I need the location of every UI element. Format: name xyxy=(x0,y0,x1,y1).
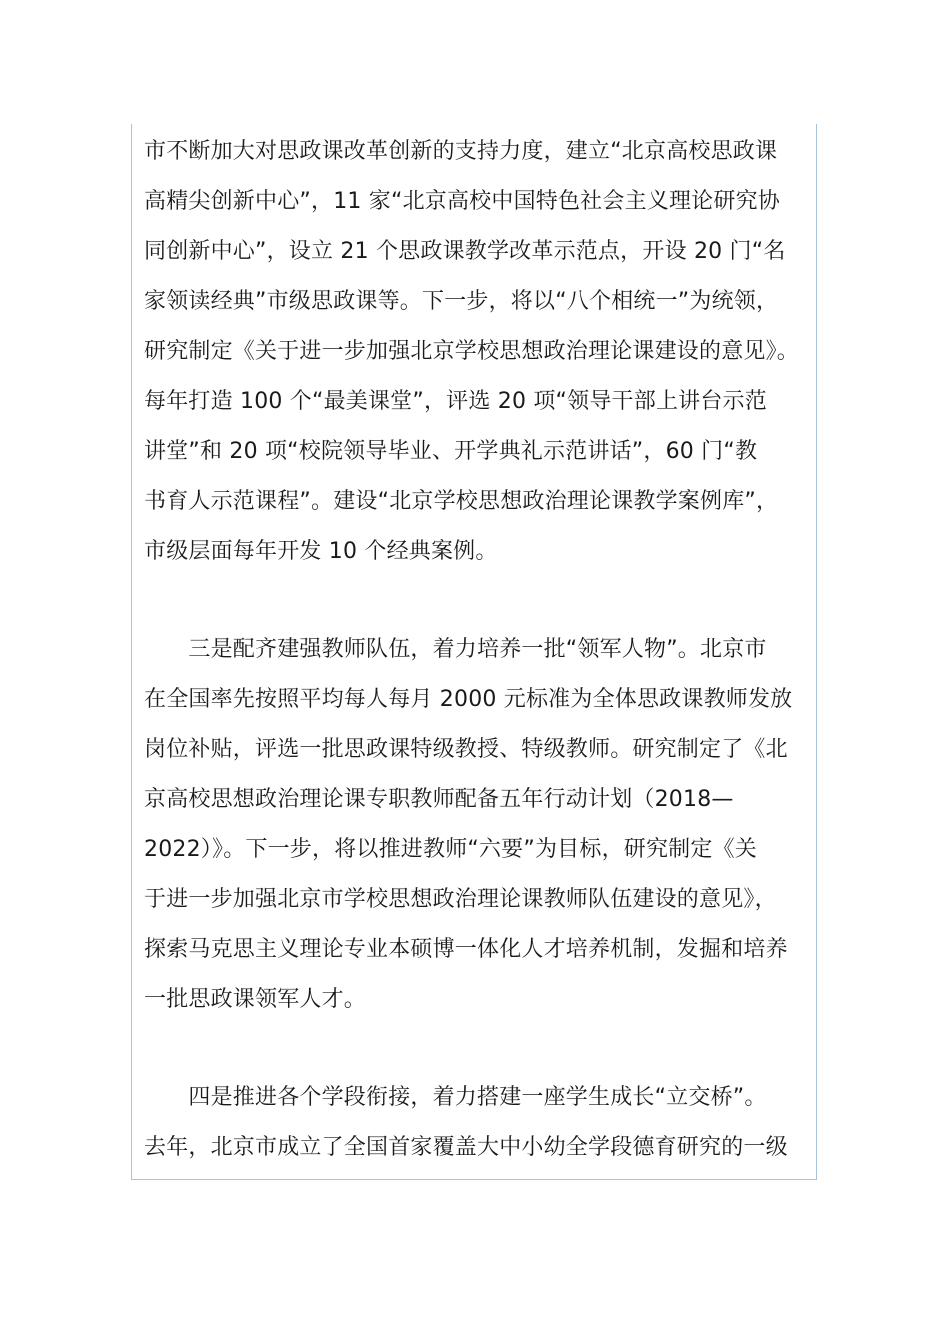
paragraph-line: 一批思政课领军人才。 xyxy=(144,987,367,1012)
paragraph-line: 三是配齐建强教师队伍，着力培养一批“领军人物”。北京市 xyxy=(144,637,767,662)
paragraph-line: 于进一步加强北京市学校思想政治理论课教师队伍建设的意见》， xyxy=(144,887,777,912)
paragraph-line: 市级层面每年开发 10 个经典案例。 xyxy=(144,539,498,564)
paragraph-line: 探索马克思主义理论专业本硕博一体化人才培养机制，发掘和培养 xyxy=(144,937,788,962)
paragraph-line: 每年打造 100 个“最美课堂”，评选 20 项“领导干部上讲台示范 xyxy=(144,389,767,414)
paragraph-3 xyxy=(144,1073,806,1173)
paragraph-line: 京高校思想政治理论课专职教师配备五年行动计划（2018— xyxy=(144,787,734,812)
paragraph-line: 同创新中心”，设立 21 个思政课教学改革示范点，开设 20 门“名 xyxy=(144,239,786,264)
paragraph-line: 去年，北京市成立了全国首家覆盖大中小幼全学段德育研究的一级 xyxy=(144,1135,788,1160)
paragraph-line: 书育人示范课程”。建设“北京学校思想政治理论课教学案例库”， xyxy=(144,489,779,514)
paragraph-line: 市不断加大对思政课改革创新的支持力度，建立“北京高校思政课 xyxy=(144,139,778,164)
paragraph-line: 2022）》。下一步，将以推进教师“六要”为目标，研究制定《关 xyxy=(144,837,757,862)
paragraph-1 xyxy=(144,127,806,577)
paragraph-2 xyxy=(144,625,806,1025)
paragraph-line: 讲堂”和 20 项“校院领导毕业、开学典礼示范讲话”，60 门“教 xyxy=(144,439,758,464)
paragraph-line: 高精尖创新中心”，11 家“北京高校中国特色社会主义理论研究协 xyxy=(144,189,780,214)
paragraph-line: 四是推进各个学段衔接，着力搭建一座学生成长“立交桥”。 xyxy=(144,1085,767,1110)
paragraph-line: 在全国率先按照平均每人每月 2000 元标准为全体思政课教师发放 xyxy=(144,687,793,712)
paragraph-line: 岗位补贴，评选一批思政课特级教授、特级教师。研究制定了《北 xyxy=(144,737,788,762)
paragraph-line: 研究制定《关于进一步加强北京学校思想政治理论课建设的意见》。 xyxy=(144,339,800,364)
paragraph-line: 家领读经典”市级思政课等。下一步，将以“八个相统一”为统领， xyxy=(144,289,779,314)
